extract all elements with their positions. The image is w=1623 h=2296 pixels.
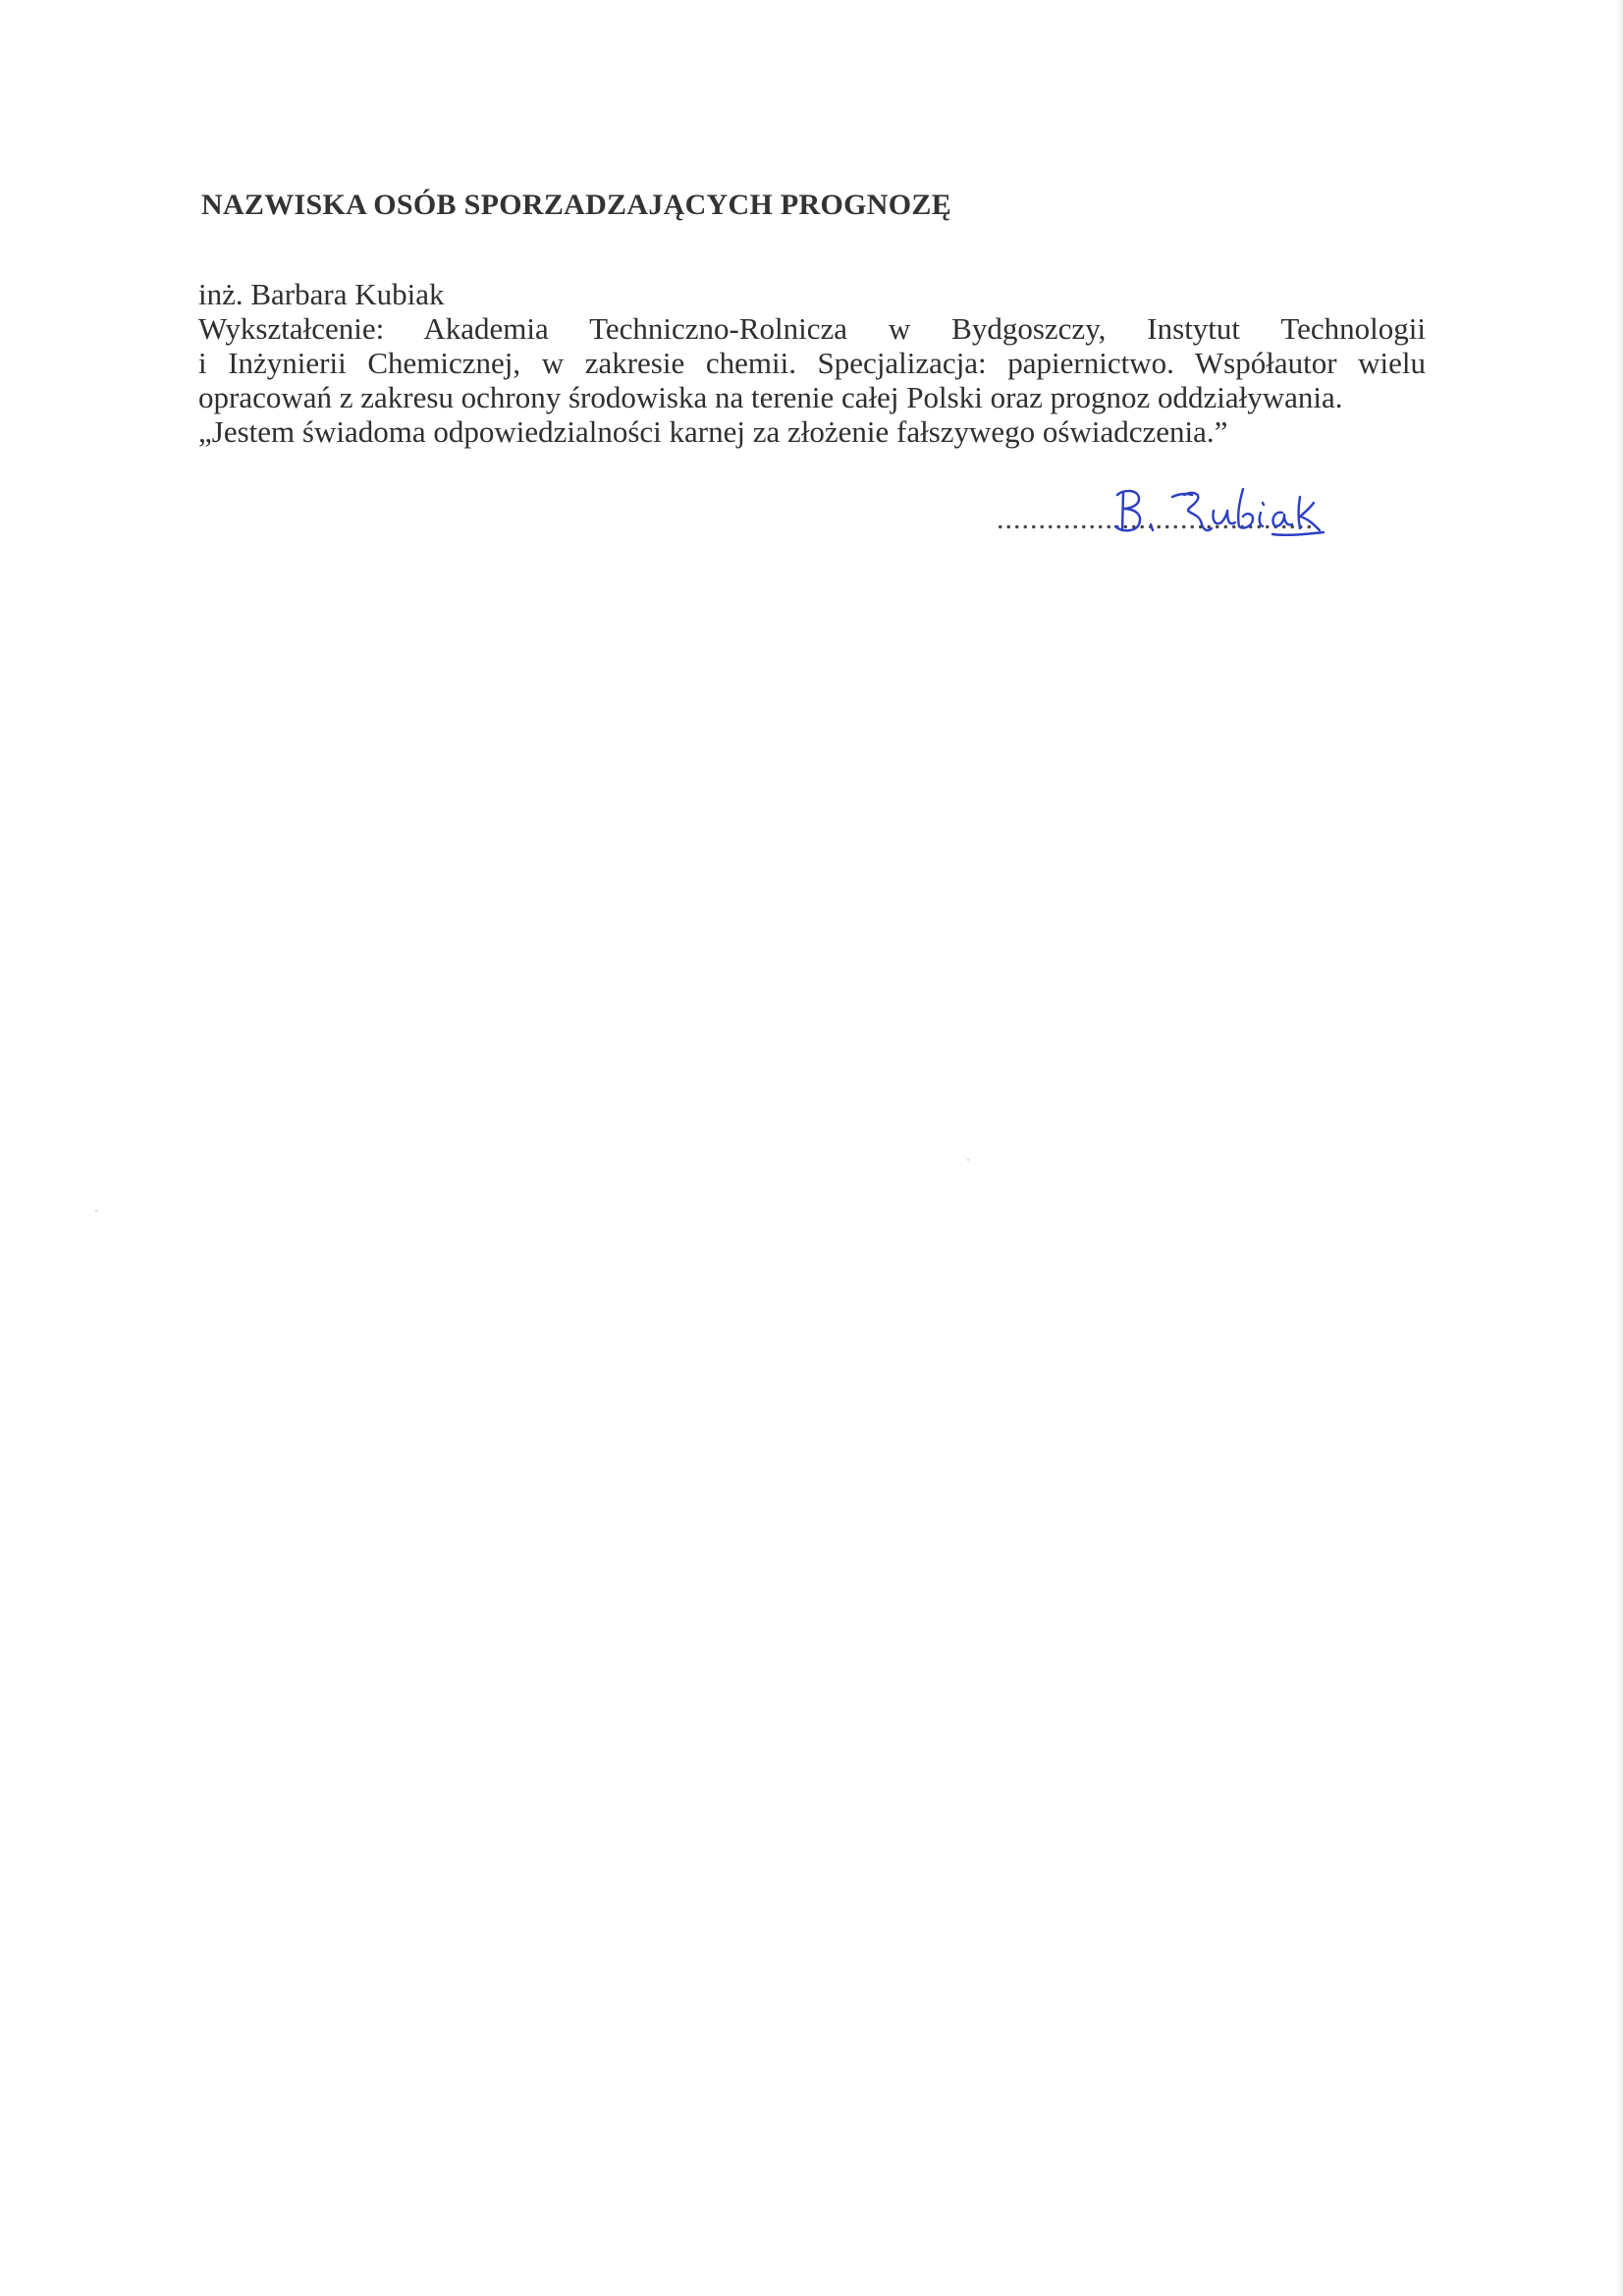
signature-area: [997, 481, 1434, 550]
scan-speck: [95, 1210, 97, 1212]
signature-dotted-line: ......................................: [997, 503, 1314, 535]
education-line-3: opracowań z zakresu ochrony środowiska na terenie całej Polski oraz prognoz oddziaływania.: [198, 380, 1343, 414]
education-line-1: Wykształcenie: Akademia Techniczno-Rolnicza w Bydgoszczy, Instytut Technologii: [198, 311, 1426, 346]
education-line-2: i Inżynierii Chemicznej, w zakresie chemii. Specjalizacja: papiernictwo. Współautor wielu: [198, 346, 1426, 380]
author-description: [198, 277, 1426, 449]
page-title: NAZWISKA OSÓB SPORZADZAJĄCYCH PROGNOZĘ: [201, 189, 952, 221]
scan-speck: [967, 1159, 969, 1161]
handwritten-signature: [1090, 481, 1345, 542]
scan-edge: [1617, 0, 1623, 2296]
declaration-line: „Jestem świadoma odpowiedzialności karnej za złożenie fałszywego oświadczenia.”: [198, 414, 1228, 449]
author-name: inż. Barbara Kubiak: [198, 277, 445, 311]
